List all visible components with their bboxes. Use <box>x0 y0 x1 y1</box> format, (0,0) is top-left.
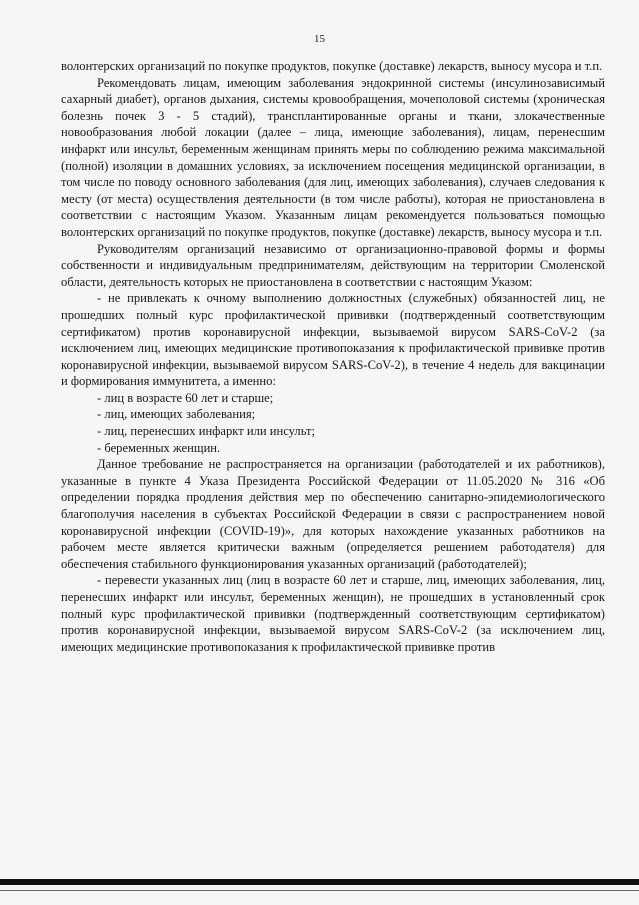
page-number: 15 <box>314 33 325 45</box>
scan-edge-bar <box>0 879 639 885</box>
paragraph-continuation: волонтерских организаций по покупке продуктов, покупке (доставке) лекарств, выносу мусора и т.п. <box>61 59 603 73</box>
document-body <box>61 58 605 655</box>
list-item-pregnant: - беременных женщин. <box>97 440 221 455</box>
list-item-diseases: - лиц, имеющих заболевания; <box>97 407 256 422</box>
list-item-infarct-stroke: - лиц, перенесших инфаркт или инсульт; <box>97 424 315 439</box>
list-item-age-60: - лиц в возрасте 60 лет и старше; <box>97 390 274 405</box>
paragraph-exception: Данное требование не распространяется на организации (работодателей и их работников), указанные в пункте 4 Указа Президента Российской Федерации от 11.05.2020 № 316 «Об определении порядка продления действия мер по обеспечению санитарно-эпидемиологического благополучия населения в субъектах Российской Федерации в связи с распространением новой коронавирусной инфекции (COVID-19)», для которых нахождение указанных работников на рабочем месте является критически важным (определяется решением работодателя) для обеспечения стабильного функционирования указанных организаций (работодателей); <box>61 457 605 571</box>
paragraph-do-not-involve: - не привлекать к очному выполнению должностных (служебных) обязанностей лиц, не прошедших полный курс профилактической прививки (подтвержденный соответствующим сертификатом) против коронавирусной инфекции, вызываемой вирусом SARS-CoV-2 (за исключением лиц, имеющих медицинские противопоказания к профилактической прививке против коронавирусной инфекции, вызываемой вирусом SARS-CoV-2), в течение 4 недель для вакцинации и формирования иммунитета, а именно: <box>61 291 605 389</box>
scan-edge-rule <box>0 890 639 891</box>
paragraph-recommendation: Рекомендовать лицам, имеющим заболевания эндокринной системы (инсулинозависимый сахарный диабет), органов дыхания, системы кровообращения, мочеполовой системы (хроническая болезнь почек 3 - 5 стадий), трансплантированные органы и ткани, злокачественные новообразования любой локации (далее – лица, имеющие заболевания), лицам, перенесшим инфаркт или инсульт, беременным женщинам принять меры по соблюдению режима максимальной (полной) изоляции в домашних условиях, за исключением посещения медицинской организации, в том числе по поводу основного заболевания (для лиц, имеющих заболевания), случаев следования к месту (от места) осуществления деятельности (в том числе работы), которая не приостановлена в соответствии с настоящим Указом. Указанным лицам рекомендуется пользоваться помощью волонтерских организаций по покупке продуктов, покупке (доставке) лекарств, выносу мусора и т.п. <box>61 75 605 239</box>
paragraph-transfer: - перевести указанных лиц (лиц в возрасте 60 лет и старше, лиц, имеющих заболевания, лиц, перенесших инфаркт или инсульт, беременных женщин), не прошедших в установленный срок полный курс профилактической прививки (подтвержденный соответствующим сертификатом) против коронавирусной инфекции, вызываемой вирусом SARS-CoV-2 (за исключением лиц, имеющих медицинские противопоказания к профилактической прививке против <box>61 573 605 654</box>
paragraph-employers-intro: Руководителям организаций независимо от организационно-правовой формы и формы собственности и индивидуальным предпринимателям, действующим на территории Смоленской области, деятельность которых не приостановлена в соответствии с настоящим Указом: <box>61 241 605 289</box>
